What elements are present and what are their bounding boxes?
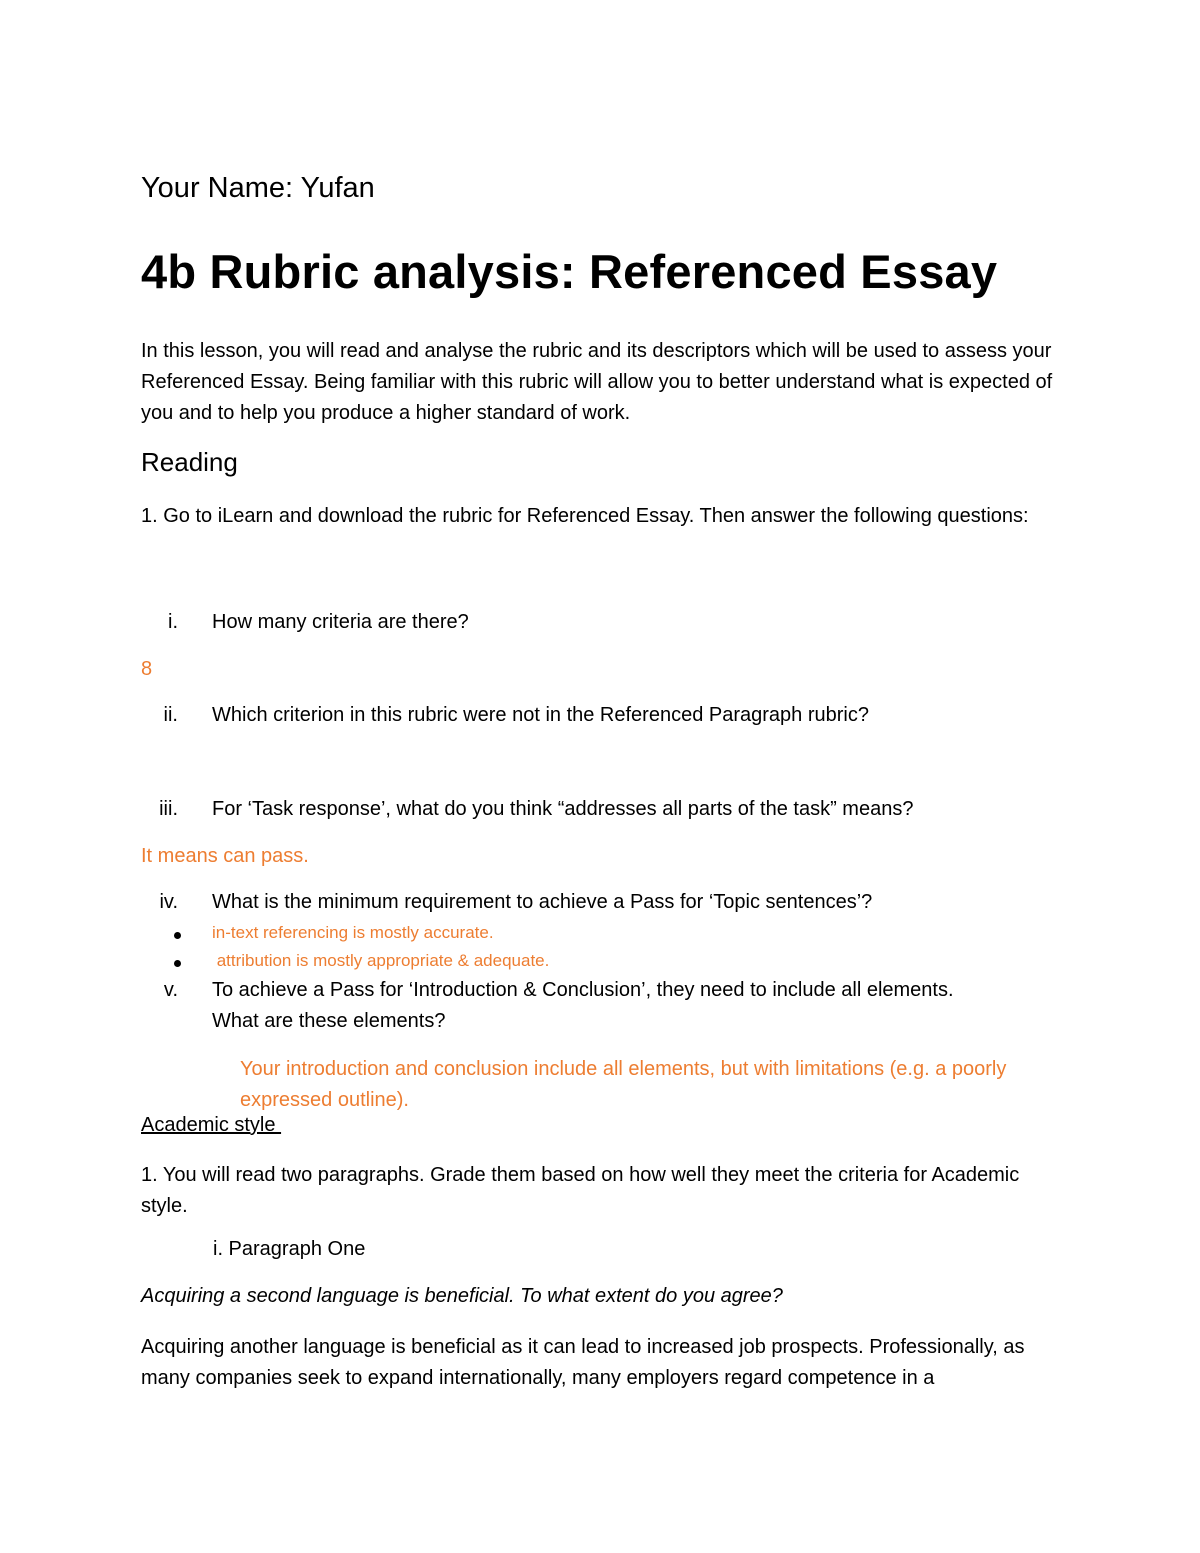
- student-name-line: Your Name: Yufan: [141, 172, 375, 204]
- question-number: v.: [163, 979, 178, 1001]
- answer-text: Your introduction and conclusion include all elements, but with limitations (e.g. a poorly expressed outline).: [240, 1058, 1007, 1111]
- question-number: i.: [168, 611, 178, 633]
- question-number: ii.: [163, 704, 178, 726]
- paragraph-one-heading: i. Paragraph One: [213, 1238, 366, 1260]
- answer-text: It means can pass.: [141, 845, 309, 867]
- question-text: What is the minimum requirement to achieve a Pass for ‘Topic sentences’?: [212, 891, 873, 913]
- academic-style-task: 1. You will read two paragraphs. Grade them based on how well they meet the criteria for Academic style.: [141, 1164, 1020, 1217]
- essay-prompt: Acquiring a second language is beneficial. To what extent do you agree?: [141, 1285, 783, 1307]
- question-text: For ‘Task response’, what do you think “addresses all parts of the task” means?: [212, 798, 914, 820]
- answer-text: 8: [141, 658, 153, 680]
- question-text: Which criterion in this rubric were not in the Referenced Paragraph rubric?: [212, 704, 869, 726]
- page-title: 4b Rubric analysis: Referenced Essay: [141, 245, 998, 298]
- question-text: How many criteria are there?: [212, 611, 469, 633]
- reading-heading: Reading: [141, 447, 238, 477]
- bullet-answer: attribution is mostly appropriate & adequate.: [212, 951, 550, 970]
- bullet-answer: in-text referencing is mostly accurate.: [212, 923, 494, 942]
- paragraph-one-text: Acquiring another language is beneficial as it can lead to increased job prospects. Professionally, as many companies seek to expand internationally, many employers regard competence in a: [141, 1336, 1025, 1389]
- question-number: iii.: [159, 798, 178, 820]
- question-text: To achieve a Pass for ‘Introduction & Conclusion’, they need to include all elements.: [212, 979, 954, 1001]
- academic-style-heading: Academic style: [141, 1114, 282, 1136]
- reading-task: 1. Go to iLearn and download the rubric for Referenced Essay. Then answer the following questions:: [141, 505, 1029, 527]
- question-text: What are these elements?: [212, 1010, 446, 1032]
- bullet-icon: [174, 960, 181, 967]
- intro-paragraph: In this lesson, you will read and analyse the rubric and its descriptors which will be used to assess your Referenced Essay. Being familiar with this rubric will allow you to better understand what is expected of you and to help you produce a higher standard of work.: [141, 340, 1053, 424]
- bullet-icon: [174, 932, 181, 939]
- question-number: iv.: [159, 891, 178, 913]
